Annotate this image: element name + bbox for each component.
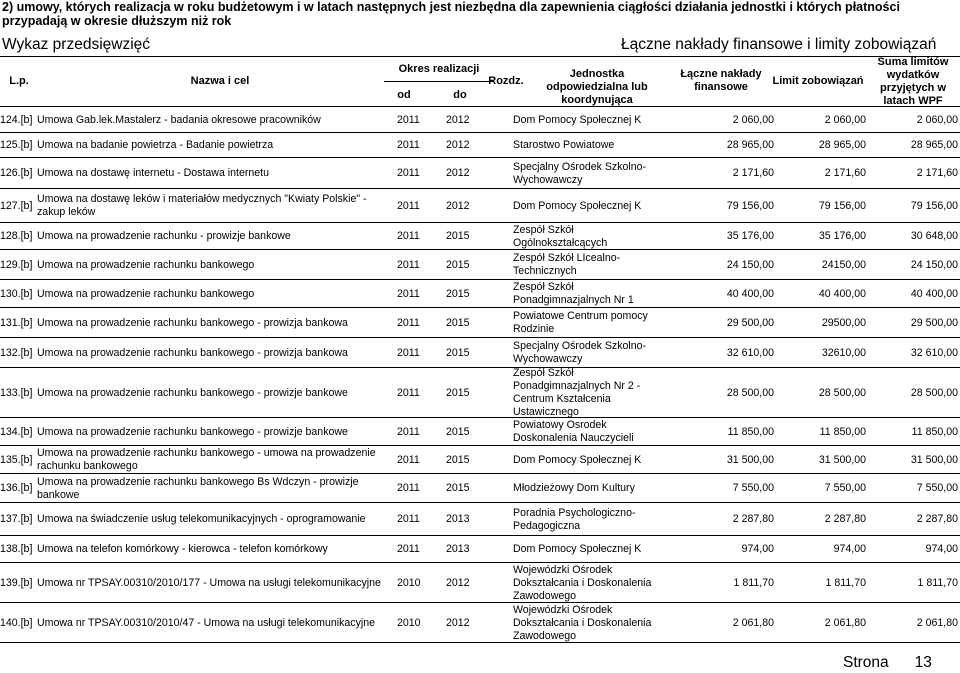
table-row — [0, 250, 960, 280]
row-year-to: 2015 — [446, 425, 470, 438]
row-name: Umowa na prowadzenie rachunku bankowego - prowizje bankowe — [37, 425, 348, 438]
row-year-from: 2011 — [397, 258, 420, 271]
row-sum-of-limits: 28 500,00 — [910, 386, 958, 399]
row-year-to: 2012 — [446, 114, 470, 126]
row-year-to: 2013 — [446, 543, 470, 555]
row-sum-of-limits: 2 060,00 — [916, 114, 958, 126]
row-name: Umowa na prowadzenie rachunku bankowego - prowizja bankowa — [37, 346, 348, 359]
row-name: Umowa na prowadzenie rachunku bankowego - prowizja bankowa — [37, 316, 348, 329]
header-bottom-rule — [0, 106, 960, 107]
table-row — [0, 418, 960, 446]
row-sum-of-limits: 2 287,80 — [916, 513, 958, 525]
row-name: Umowa na badanie powietrza - Badanie powietrza — [37, 139, 274, 151]
table-row — [0, 563, 960, 603]
table-row — [0, 133, 960, 158]
row-total-outlays: 35 176,00 — [726, 230, 774, 242]
row-name: Umowa na prowadzenie rachunku bankowego Bs Wdczyn - prowizje bankowe — [37, 475, 359, 501]
row-lp: 139.[b] — [0, 576, 33, 589]
subheading-financial: Łączne nakłady finansowe i limity zobowiązań — [621, 36, 937, 53]
row-commitment-limit: 32610,00 — [821, 346, 866, 359]
row-year-from: 2010 — [397, 616, 421, 629]
page-number: 13 — [914, 654, 932, 671]
row-commitment-limit: 974,00 — [833, 543, 866, 555]
col-header-unit: Jednostka odpowiedzialna lub koordynująca — [546, 68, 648, 106]
row-lp: 134.[b] — [0, 425, 33, 438]
row-total-outlays: 31 500,00 — [726, 453, 774, 466]
row-year-from: 2011 — [397, 230, 420, 242]
row-year-to: 2015 — [446, 386, 470, 399]
col-header-period: Okres realizacji — [398, 63, 480, 75]
row-year-to: 2015 — [446, 230, 470, 242]
col-header-lp: L.p. — [9, 75, 29, 87]
row-name: Umowa nr TPSAY.00310/2010/47 - Umowa na usługi telekomunikacyjne — [37, 616, 376, 629]
row-lp: 124.[b] — [0, 114, 33, 126]
row-lp: 140.[b] — [0, 616, 33, 629]
row-name: Umowa na dostawę internetu - Dostawa internetu — [37, 167, 270, 179]
row-lp: 133.[b] — [0, 386, 33, 399]
row-sum-of-limits: 30 648,00 — [910, 230, 958, 242]
row-year-from: 2011 — [397, 386, 420, 399]
period-divider — [384, 81, 494, 82]
row-name: Umowa na prowadzenie rachunku bankowego - umowa na prowadzenie rachunku bankowego — [37, 447, 376, 472]
row-total-outlays: 2 171,60 — [732, 167, 774, 179]
row-sum-of-limits: 79 156,00 — [910, 199, 958, 212]
col-header-to: do — [453, 89, 467, 101]
row-total-outlays: 11 850,00 — [727, 425, 774, 438]
table-row — [0, 446, 960, 474]
row-name: Umowa na prowadzenie rachunku - prowizje bankowe — [37, 230, 291, 242]
row-year-from: 2011 — [397, 425, 420, 438]
row-name: Umowa na telefon komórkowy - kierowca - telefon komórkowy — [37, 543, 328, 555]
col-header-from: od — [397, 89, 411, 101]
row-total-outlays: 32 610,00 — [726, 346, 774, 359]
row-year-to: 2015 — [446, 316, 470, 329]
page-label: Strona — [843, 654, 889, 671]
row-sum-of-limits: 28 965,00 — [910, 139, 958, 151]
row-total-outlays: 2 287,80 — [732, 513, 774, 525]
table-row — [0, 503, 960, 536]
row-unit: Młodzieżowy Dom Kultury — [513, 482, 635, 494]
row-year-from: 2011 — [397, 346, 420, 359]
row-sum-of-limits: 31 500,00 — [910, 453, 958, 466]
row-unit: Starostwo Powiatowe — [513, 139, 615, 151]
section-heading: 2) umowy, których realizacja w roku budżetowym i w latach następnych jest niezbędna dla zapewnienia ciągłości działania jednostki i których płatności przypadają w okresie dłuższym niż rok — [2, 0, 900, 28]
row-name: Umowa nr TPSAY.00310/2010/177 - Umowa na usługi telekomunikacyjne — [37, 576, 381, 589]
col-header-sum-limits: Suma limitów wydatków przyjętych w latach WPF — [877, 56, 949, 107]
page-footer — [843, 654, 932, 672]
row-lp: 128.[b] — [0, 230, 33, 242]
row-unit: Zespół Szkół Ponadgimnazjalnych Nr 1 — [513, 281, 634, 306]
row-commitment-limit: 2 060,00 — [824, 114, 866, 126]
row-lp: 138.[b] — [0, 543, 33, 555]
row-lp: 136.[b] — [0, 482, 33, 494]
row-year-from: 2011 — [397, 316, 420, 329]
row-sum-of-limits: 974,00 — [925, 543, 958, 555]
row-total-outlays: 2 060,00 — [732, 114, 774, 126]
subheading-projects: Wykaz przedsięwzięć — [2, 36, 151, 53]
row-name: Umowa na świadczenie usług telekomunikacyjnych - oprogramowanie — [37, 513, 366, 525]
row-total-outlays: 29 500,00 — [726, 316, 774, 329]
row-year-from: 2011 — [397, 114, 420, 126]
col-header-limit: Limit zobowiązań — [772, 75, 864, 87]
row-unit: Wojewódzki Ośrodek Dokształcania i Doskonalenia Zawodowego — [513, 603, 652, 642]
row-year-from: 2011 — [397, 199, 420, 212]
row-commitment-limit: 7 550,00 — [824, 482, 866, 494]
row-commitment-limit: 28 965,00 — [818, 139, 866, 151]
row-name: Umowa na prowadzenie rachunku bankowego — [37, 287, 255, 300]
row-unit: Specjalny Ośrodek Szkolno-Wychowawczy — [513, 160, 647, 186]
row-sum-of-limits: 7 550,00 — [916, 482, 958, 494]
row-commitment-limit: 1 811,70 — [825, 576, 866, 589]
row-year-to: 2012 — [446, 199, 470, 212]
row-year-to: 2015 — [446, 346, 470, 359]
row-unit: Specjalny Ośrodek Szkolno-Wychowawczy — [513, 340, 647, 365]
row-year-from: 2011 — [397, 543, 420, 555]
row-lp: 125.[b] — [0, 139, 33, 151]
row-total-outlays: 2 061,80 — [732, 616, 774, 629]
table-row — [0, 536, 960, 563]
row-unit: Dom Pomocy Społecznej K — [513, 453, 642, 466]
table-row — [0, 223, 960, 250]
row-total-outlays: 974,00 — [741, 543, 774, 555]
row-lp: 126.[b] — [0, 167, 33, 179]
row-total-outlays: 24 150,00 — [726, 258, 774, 271]
row-commitment-limit: 40 400,00 — [818, 287, 866, 300]
row-commitment-limit: 79 156,00 — [818, 199, 866, 212]
row-total-outlays: 7 550,00 — [732, 482, 774, 494]
row-commitment-limit: 24150,00 — [821, 258, 866, 271]
header-top-rule — [0, 56, 960, 57]
table-row — [0, 368, 960, 418]
row-total-outlays: 28 500,00 — [726, 386, 774, 399]
row-year-from: 2010 — [397, 576, 421, 589]
row-lp: 131.[b] — [0, 316, 33, 329]
row-name: Umowa na dostawę leków i materiałów medycznych "Kwiaty Polskie" - zakup leków — [37, 193, 367, 218]
table-row — [0, 474, 960, 503]
table-row — [0, 603, 960, 643]
table-row — [0, 308, 960, 338]
row-year-from: 2011 — [397, 453, 420, 466]
row-year-to: 2012 — [446, 616, 470, 629]
row-year-from: 2011 — [397, 287, 420, 300]
row-sum-of-limits: 2 171,60 — [916, 167, 958, 179]
row-commitment-limit: 2 171,60 — [824, 167, 866, 179]
col-header-section: Rozdz. — [488, 75, 524, 87]
row-unit: Dom Pomocy Społecznej K — [513, 114, 642, 126]
table-row — [0, 280, 960, 308]
row-name: Umowa Gab.lek.Mastalerz - badania okresowe pracowników — [37, 114, 321, 126]
col-header-name: Nazwa i cel — [190, 75, 250, 87]
row-commitment-limit: 35 176,00 — [818, 230, 866, 242]
row-year-to: 2015 — [446, 287, 470, 300]
row-unit: Wojewódzki Ośrodek Dokształcania i Doskonalenia Zawodowego — [513, 563, 652, 602]
row-commitment-limit: 2 287,80 — [824, 513, 866, 525]
row-year-to: 2015 — [446, 482, 470, 494]
row-total-outlays: 28 965,00 — [726, 139, 774, 151]
row-commitment-limit: 11 850,00 — [819, 425, 866, 438]
row-year-from: 2011 — [397, 482, 420, 494]
table-row — [0, 338, 960, 368]
row-unit: Zespół Szkół Ponadgimnazjalnych Nr 2 - Centrum Kształcenia Ustawicznego — [513, 367, 641, 418]
row-unit: Powiatowy Osrodek Doskonalenia Nauczycieli — [513, 419, 634, 444]
row-unit: Poradnia Psychologiczno-Pedagogiczna — [513, 506, 636, 532]
row-lp: 129.[b] — [0, 258, 33, 271]
row-year-to: 2015 — [446, 453, 470, 466]
row-total-outlays: 40 400,00 — [726, 287, 774, 300]
row-sum-of-limits: 29 500,00 — [910, 316, 958, 329]
row-year-from: 2011 — [397, 167, 420, 179]
row-lp: 135.[b] — [0, 453, 33, 466]
table-row — [0, 158, 960, 189]
row-unit: Dom Pomocy Społecznej K — [513, 543, 642, 555]
row-total-outlays: 1 811,70 — [733, 576, 774, 589]
row-sum-of-limits: 2 061,80 — [916, 616, 958, 629]
row-lp: 127.[b] — [0, 199, 33, 212]
row-sum-of-limits: 11 850,00 — [911, 425, 958, 438]
row-sum-of-limits: 1 811,70 — [917, 576, 958, 589]
row-sum-of-limits: 40 400,00 — [910, 287, 958, 300]
row-unit: Powiatowe Centrum pomocy Rodzinie — [513, 310, 648, 335]
row-lp: 137.[b] — [0, 513, 33, 525]
row-lp: 132.[b] — [0, 346, 33, 359]
table-row — [0, 189, 960, 223]
table-row — [0, 108, 960, 133]
row-name: Umowa na prowadzenie rachunku bankowego - prowizje bankowe — [37, 386, 348, 399]
row-separator — [0, 642, 960, 643]
row-unit: Zespół Szkół Ogólnokształcących — [513, 223, 608, 249]
row-unit: Zespół Szkół LIcealno-Technicznych — [513, 252, 621, 277]
row-year-to: 2012 — [446, 576, 470, 589]
row-total-outlays: 79 156,00 — [726, 199, 774, 212]
row-year-to: 2012 — [446, 139, 470, 151]
row-year-to: 2015 — [446, 258, 470, 271]
col-header-total: Łączne nakłady finansowe — [680, 68, 762, 93]
row-lp: 130.[b] — [0, 287, 33, 300]
row-commitment-limit: 31 500,00 — [818, 453, 866, 466]
row-year-to: 2012 — [446, 167, 470, 179]
row-sum-of-limits: 24 150,00 — [910, 258, 958, 271]
row-commitment-limit: 2 061,80 — [824, 616, 866, 629]
row-unit: Dom Pomocy Społecznej K — [513, 199, 642, 212]
row-sum-of-limits: 32 610,00 — [910, 346, 958, 359]
row-year-to: 2013 — [446, 513, 470, 525]
row-commitment-limit: 29500,00 — [821, 316, 866, 329]
row-year-from: 2011 — [397, 513, 420, 525]
row-commitment-limit: 28 500,00 — [818, 386, 866, 399]
row-year-from: 2011 — [397, 139, 420, 151]
row-name: Umowa na prowadzenie rachunku bankowego — [37, 258, 255, 271]
